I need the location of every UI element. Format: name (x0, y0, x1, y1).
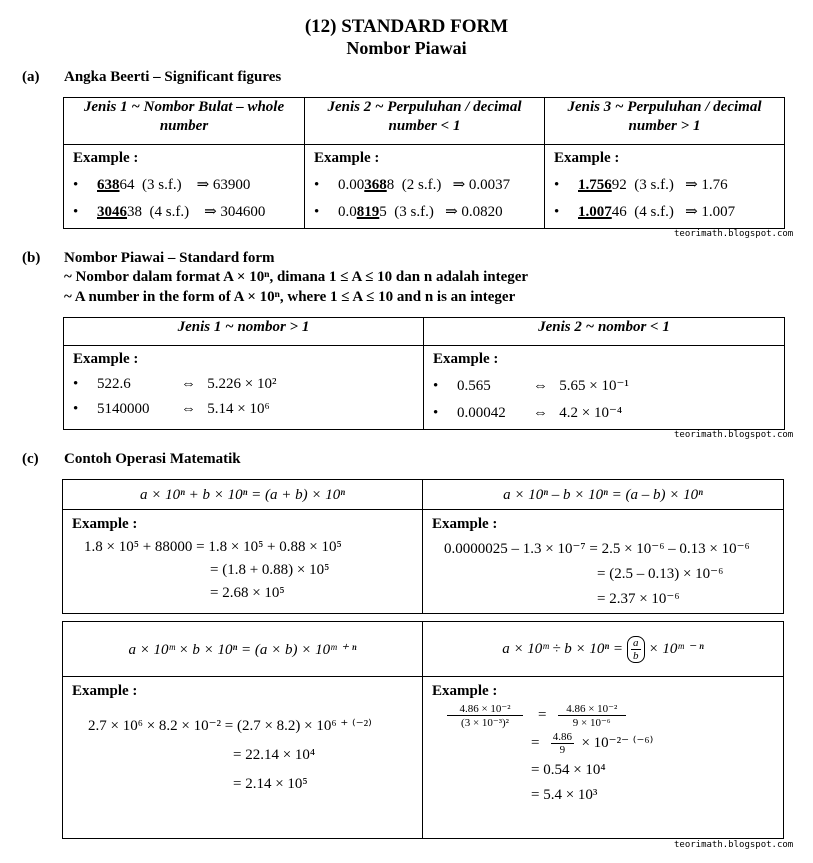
add-subtract-table (62, 479, 784, 614)
section-c-heading: Contoh Operasi Matematik (64, 451, 241, 467)
sf-header-type3: Jenis 3 ~ Perpuluhan / decimal number > 1 (545, 98, 785, 145)
multiplication-example-cell (63, 677, 423, 839)
division-step: $\frac{\text{4.86 × 10⁻²}}{\text{(3 × 10⁻³)²}}$ = $\frac{\text{4.86 × 10⁻²}}{\text{9 × 10⁻⁶}}$ (447, 702, 783, 729)
section-b-heading: Nombor Piawai – Standard form (64, 250, 275, 266)
section-b-definition-malay: ~ Nombor dalam format A × 10ⁿ, dimana 1 ≤ A ≤ 10 dan n adalah integer (64, 269, 529, 285)
page-title: (12) STANDARD FORM (304, 16, 509, 37)
std-example-row: • 0.565 ⇔ 5.65 × 10⁻¹ (433, 378, 629, 394)
division-example-cell (423, 677, 784, 839)
multiplication-step: = 2.14 × 10⁵ (233, 776, 308, 792)
example-label: Example : (72, 516, 138, 532)
section-a-label: (a) (22, 69, 40, 85)
std-example-row: • 0.00042 ⇔ 4.2 × 10⁻⁴ (433, 405, 623, 421)
sf-example-row: • 304638 (4 s.f.) ⇒ 304600 (73, 204, 266, 220)
watermark: teorimath.blogspot.com (674, 840, 794, 850)
division-step: = 5.4 × 10³ (531, 787, 598, 803)
standard-form-table (63, 317, 785, 430)
std-example-row: • 5140000 ⇔ 5.14 × 10⁶ (73, 401, 270, 417)
example-label: Example : (73, 351, 139, 367)
example-label: Example : (432, 683, 498, 699)
multiplication-rule: a × 10ᵐ × b × 10ⁿ = (a × b) × 10ᵐ ⁺ ⁿ (63, 622, 423, 677)
sf-cell-type1 (64, 145, 305, 229)
sf-example-row: • 1.00746 (4 s.f.) ⇒ 1.007 (554, 204, 736, 220)
sf-header-type1: Jenis 1 ~ Nombor Bulat – whole number (64, 98, 305, 145)
sf-cell-type3 (545, 145, 785, 229)
std-cell-type1 (64, 346, 424, 430)
addition-step: = 2.68 × 10⁵ (210, 585, 285, 601)
multiplication-step: 2.7 × 10⁶ × 8.2 × 10⁻² = (2.7 × 8.2) × 10⁶ ⁺ ⁽⁻²⁾ (88, 718, 372, 734)
std-example-row: • 522.6 ⇔ 5.226 × 10² (73, 376, 277, 392)
a-over-b-fraction: $\frac{a}{b}$ (627, 636, 645, 663)
example-label: Example : (432, 516, 498, 532)
std-header-type2: Jenis 2 ~ nombor < 1 (424, 318, 785, 346)
subtraction-step: 0.0000025 – 1.3 × 10⁻⁷ = 2.5 × 10⁻⁶ – 0.13 × 10⁻⁶ (444, 541, 750, 557)
addition-step: 1.8 × 10⁵ + 88000 = 1.8 × 10⁵ + 0.88 × 10⁵ (84, 539, 342, 555)
section-c-label: (c) (22, 451, 39, 467)
division-step: = $\frac{4.86}{9}$ × 10⁻²⁻ ⁽⁻⁶⁾ (531, 731, 654, 756)
subtraction-step: = (2.5 – 0.13) × 10⁻⁶ (597, 566, 724, 582)
sf-example-row: • 0.003688 (2 s.f.) ⇒ 0.0037 (314, 177, 511, 193)
division-step: = 0.54 × 10⁴ (531, 762, 606, 778)
significant-figures-table (63, 97, 785, 229)
std-header-type1: Jenis 1 ~ nombor > 1 (64, 318, 424, 346)
addition-example-cell (63, 510, 423, 614)
addition-step: = (1.8 + 0.88) × 10⁵ (210, 562, 330, 578)
subtraction-step: = 2.37 × 10⁻⁶ (597, 591, 680, 607)
section-b-label: (b) (22, 250, 41, 266)
multiplication-step: = 22.14 × 10⁴ (233, 747, 316, 763)
page-subtitle: Nombor Piawai (346, 38, 467, 58)
subtraction-rule: a × 10ⁿ – b × 10ⁿ = (a – b) × 10ⁿ (423, 480, 784, 510)
example-label: Example : (314, 150, 380, 166)
sf-example-row: • 1.75692 (3 s.f.) ⇒ 1.76 (554, 177, 728, 193)
multiply-divide-table (62, 621, 784, 839)
sf-example-row: • 63864 (3 s.f.) ⇒ 63900 (73, 177, 251, 193)
watermark: teorimath.blogspot.com (674, 430, 794, 440)
sf-example-row: • 0.08195 (3 s.f.) ⇒ 0.0820 (314, 204, 503, 220)
section-a-heading: Angka Beerti – Significant figures (64, 69, 282, 85)
example-label: Example : (433, 351, 499, 367)
example-label: Example : (73, 150, 139, 166)
example-label: Example : (554, 150, 620, 166)
sf-cell-type2 (305, 145, 545, 229)
sf-header-type2: Jenis 2 ~ Perpuluhan / decimal number < 1 (305, 98, 545, 145)
addition-rule: a × 10ⁿ + b × 10ⁿ = (a + b) × 10ⁿ (63, 480, 423, 510)
section-b-definition-english: ~ A number in the form of A × 10ⁿ, where 1 ≤ A ≤ 10 and n is an integer (64, 289, 516, 305)
watermark: teorimath.blogspot.com (674, 229, 794, 239)
division-rule: a × 10ᵐ ÷ b × 10ⁿ = $\frac{a}{b}$ × 10ᵐ ⁻ ⁿ (423, 622, 784, 677)
std-cell-type2 (424, 346, 785, 430)
example-label: Example : (72, 683, 138, 699)
subtraction-example-cell (423, 510, 784, 614)
